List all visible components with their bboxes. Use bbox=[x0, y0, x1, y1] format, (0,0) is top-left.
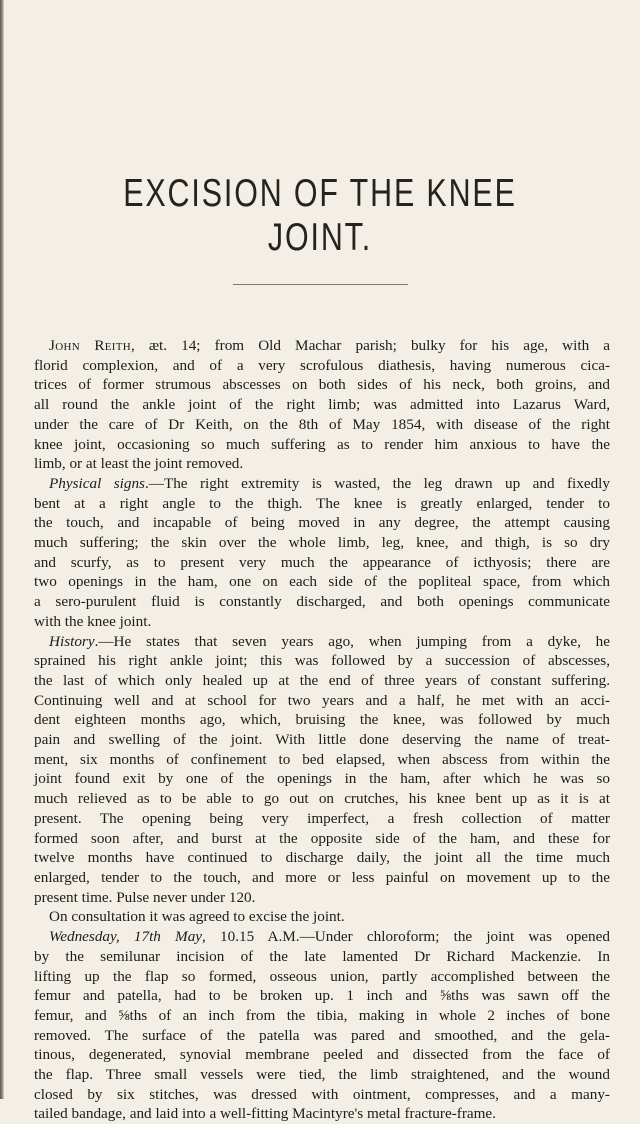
text-line: sprained his right ankle joint; this was followed by a succession of abscesses, bbox=[34, 652, 610, 670]
text-line: present time. Pulse never under 120. bbox=[34, 888, 256, 906]
text-line: much suffering; the skin over the whole limb, leg, knee, and thigh, is so dry bbox=[34, 534, 610, 552]
text-line: On consultation it was agreed to excise the joint. bbox=[49, 908, 345, 926]
text-line: joint found exit by one of the openings in the ham, after which he was so bbox=[34, 770, 610, 788]
text-line: two openings in the ham, one on each side of the popliteal space, from which bbox=[34, 573, 610, 591]
text-line: enlarged, tender to the touch, and more or less painful on movement up to the bbox=[34, 868, 610, 886]
text-line: tailed bandage, and laid into a well-fitting Macintyre's metal fracture-frame. bbox=[34, 1105, 496, 1123]
text-line: the last of which only healed up at the end of three years of constant suffering. bbox=[34, 671, 610, 689]
text-line: Wednesday, 17th May, 10.15 A.M.—Under chloroform; the joint was opened bbox=[49, 928, 610, 946]
page-heading: EXCISION OF THE KNEE JOINT. bbox=[123, 172, 517, 259]
text-line: much relieved as to be able to go out on crutches, his knee bent up as it is at bbox=[34, 790, 610, 808]
text-line: all round the ankle joint of the right limb; was admitted into Lazarus Ward, bbox=[34, 396, 610, 414]
text-line: trices of former strumous abscesses on both sides of his neck, both groins, and bbox=[34, 376, 610, 394]
text-line: the flap. Three small vessels were tied, the limb straightened, and the wound bbox=[34, 1066, 610, 1084]
text-line: pain and swelling of the joint. With little done deserving the name of treat- bbox=[34, 731, 610, 749]
text-line: under the care of Dr Keith, on the 8th of May 1854, with disease of the right bbox=[34, 415, 610, 433]
text-line: the touch, and incapable of being moved in any degree, the attempt causing bbox=[34, 514, 610, 532]
text-line: dent eighteen months ago, which, bruising the knee, was followed by much bbox=[34, 711, 610, 729]
text-line: present. The opening being very imperfect, a fresh collection of matter bbox=[34, 809, 610, 827]
text-line: tinous, degenerated, synovial membrane peeled and dissected from the face of bbox=[34, 1046, 610, 1064]
text-line: by the semilunar incision of the late lamented Dr Richard Mackenzie. In bbox=[34, 947, 610, 965]
text-line: removed. The surface of the patella was pared and smoothed, and the gela- bbox=[34, 1026, 610, 1044]
heading-rule bbox=[233, 284, 408, 285]
text-line: lifting up the flap so formed, osseous union, partly accomplished between the bbox=[34, 967, 610, 985]
text-line: florid complexion, and of a very scrofulous diathesis, having numerous cica- bbox=[34, 356, 610, 374]
body-text bbox=[34, 336, 610, 1124]
text-line: Continuing well and at school for two years and a half, he met with an acci- bbox=[34, 691, 610, 709]
text-line: History.—He states that seven years ago, when jumping from a dyke, he bbox=[49, 632, 610, 650]
page-binding-edge bbox=[0, 0, 4, 1099]
text-line: limb, or at least the joint removed. bbox=[34, 455, 244, 473]
text-line: John Reith, æt. 14; from Old Machar parish; bulky for his age, with a bbox=[49, 337, 610, 354]
text-line: and scurfy, as to present very much the appearance of icthyosis; there are bbox=[34, 553, 610, 571]
text-line: Physical signs.—The right extremity is wasted, the leg drawn up and fixedly bbox=[49, 474, 610, 492]
text-line: ment, six months of confinement to bed elapsed, when abscess from within the bbox=[34, 750, 610, 768]
text-line: twelve months have continued to discharge daily, the joint all the time much bbox=[34, 849, 610, 867]
text-line: with the knee joint. bbox=[34, 612, 152, 630]
text-line: closed by six stitches, was dressed with ointment, compresses, and a many- bbox=[34, 1085, 610, 1103]
text-line: knee joint, occasioning so much suffering as to render him anxious to have the bbox=[34, 435, 610, 453]
text-line: femur, and ⅝ths of an inch from the tibia, making in whole 2 inches of bone bbox=[34, 1006, 610, 1024]
text-line: formed soon after, and burst at the opposite side of the ham, and these for bbox=[34, 829, 610, 847]
text-line: femur and patella, had to be broken up. 1 inch and ⅝ths was sawn off the bbox=[34, 987, 610, 1005]
text-line: a sero-purulent fluid is constantly discharged, and both openings communicate bbox=[34, 593, 610, 611]
text-line: bent at a right angle to the thigh. The knee is greatly enlarged, tender to bbox=[34, 494, 610, 512]
